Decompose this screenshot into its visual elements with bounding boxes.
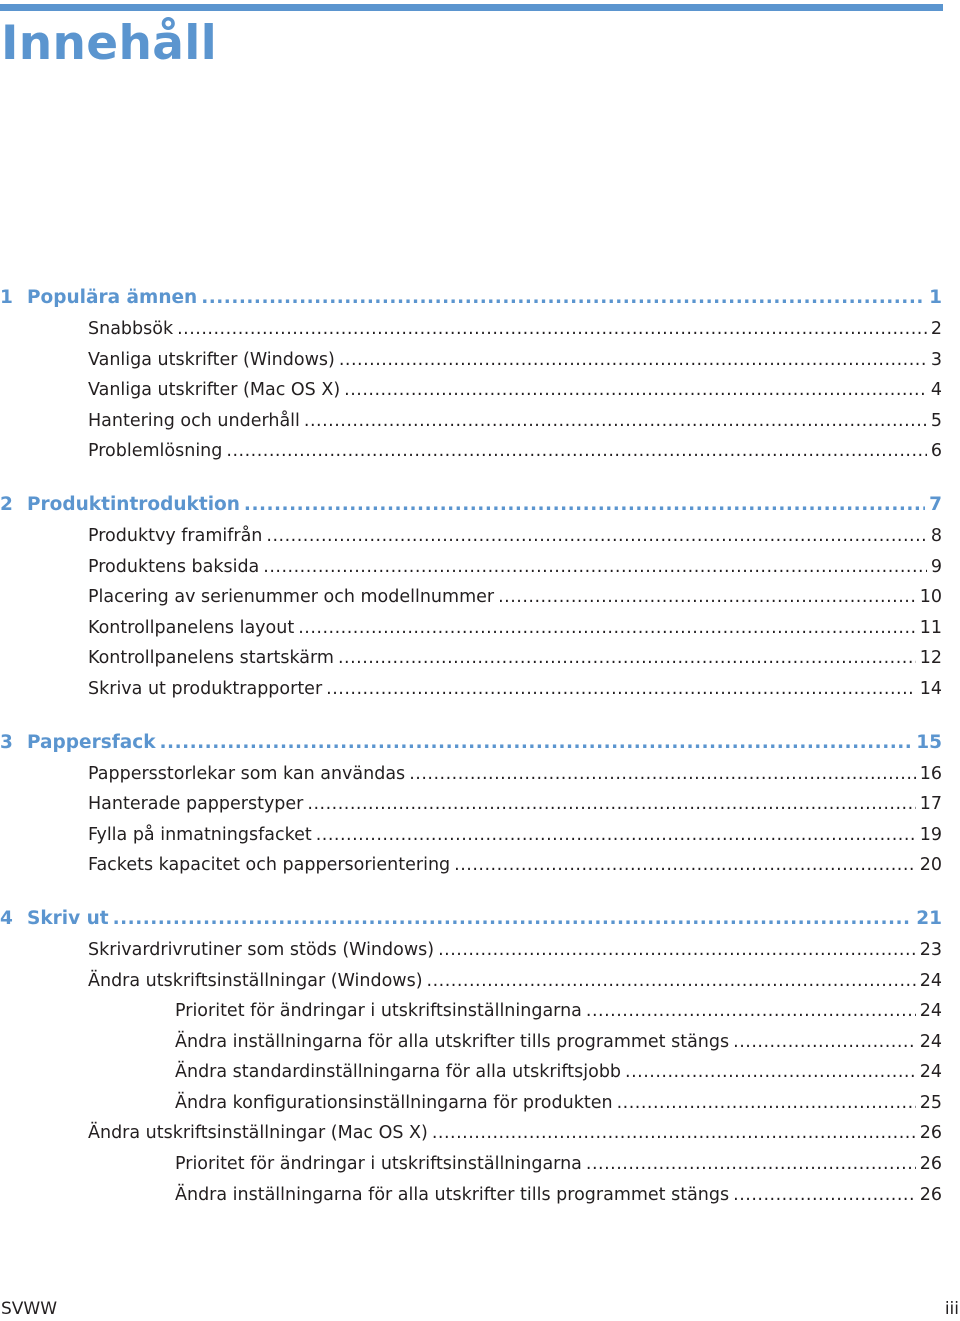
dot-leader — [113, 903, 913, 925]
entry-title: Ändra standardinställningarna för alla utskriftsjobb — [175, 1062, 622, 1083]
entry-page-number: 16 — [919, 763, 942, 784]
dot-leader — [733, 1027, 916, 1048]
entry-page-number: 23 — [919, 939, 942, 960]
dot-leader — [316, 820, 916, 841]
toc-section-entry[interactable] — [0, 1118, 942, 1149]
toc-section-entry[interactable] — [0, 345, 942, 376]
entry-title: Skrivardrivrutiner som stöds (Windows) — [88, 939, 435, 960]
dot-leader — [326, 674, 916, 695]
chapter-number: 1 — [0, 287, 13, 308]
toc-chapter-4 — [0, 903, 942, 1210]
toc-section-entry[interactable] — [0, 613, 942, 644]
dot-leader — [304, 406, 927, 427]
dot-leader — [427, 966, 916, 987]
toc-section-entry[interactable] — [0, 966, 942, 997]
entry-title: Produktvy framifrån — [88, 525, 263, 546]
toc-section-entry[interactable] — [0, 643, 942, 674]
entry-page-number: 6 — [930, 441, 942, 462]
dot-leader — [177, 314, 927, 335]
entry-title: Produktens baksida — [88, 556, 260, 577]
chapter-page-number: 1 — [929, 287, 942, 308]
toc-chapter-heading[interactable] — [0, 489, 942, 521]
entry-page-number: 3 — [930, 349, 942, 370]
dot-leader — [339, 345, 927, 366]
dot-leader — [201, 282, 925, 304]
footer-left-label: SVWW — [1, 1299, 58, 1319]
entry-page-number: 9 — [930, 556, 942, 577]
entry-title: Ändra utskriftsinställningar (Windows) — [88, 970, 423, 991]
toc-chapter-1 — [0, 282, 942, 467]
toc-subsection-entry[interactable] — [0, 1027, 942, 1058]
dot-leader — [498, 582, 916, 603]
dot-leader — [344, 375, 927, 396]
toc-subsection-entry[interactable] — [0, 1149, 942, 1180]
chapter-title: Pappersfack — [27, 731, 156, 753]
top-rule — [0, 4, 943, 11]
toc-section-entry[interactable] — [0, 789, 942, 820]
chapter-number: 2 — [0, 493, 13, 515]
chapter-number: 3 — [0, 731, 13, 753]
entry-title: Ändra inställningarna för alla utskrifter tills programmet stängs — [175, 1184, 730, 1205]
entry-page-number: 8 — [930, 525, 942, 546]
entry-title: Kontrollpanelens startskärm — [88, 648, 334, 669]
dot-leader — [263, 552, 927, 573]
entry-title: Vanliga utskrifter (Mac OS X) — [88, 380, 341, 401]
entry-title: Hantering och underhåll — [88, 410, 300, 431]
chapter-title: Skriv ut — [27, 907, 109, 929]
entry-page-number: 24 — [919, 970, 942, 991]
toc-section-entry[interactable] — [0, 820, 942, 851]
entry-page-number: 12 — [919, 648, 942, 669]
dot-leader — [226, 436, 926, 457]
dot-leader — [454, 850, 916, 871]
dot-leader — [409, 759, 916, 780]
entry-page-number: 2 — [930, 319, 942, 339]
chapter-title: Produktintroduktion — [27, 493, 240, 515]
entry-title: Prioritet för ändringar i utskriftsinställningarna — [175, 1001, 582, 1022]
chapter-number: 4 — [0, 907, 13, 929]
table-of-contents — [0, 282, 942, 1232]
entry-page-number: 24 — [919, 1062, 942, 1083]
entry-title: Fylla på inmatningsfacket — [88, 824, 312, 845]
toc-subsection-entry[interactable] — [0, 996, 942, 1027]
entry-page-number: 4 — [930, 380, 942, 401]
entry-title: Problemlösning — [88, 441, 223, 462]
entry-page-number: 19 — [919, 824, 942, 845]
entry-page-number: 24 — [919, 1031, 942, 1052]
footer-page-number: iii — [944, 1299, 959, 1319]
dot-leader — [586, 1149, 916, 1170]
toc-subsection-entry[interactable] — [0, 1088, 942, 1119]
entry-title: Kontrollpanelens layout — [88, 617, 295, 638]
entry-page-number: 5 — [930, 410, 942, 431]
toc-section-entry[interactable] — [0, 314, 942, 345]
dot-leader — [438, 935, 916, 956]
entry-page-number: 26 — [919, 1154, 942, 1175]
dot-leader — [733, 1180, 916, 1201]
toc-chapter-heading[interactable] — [0, 903, 942, 935]
toc-section-entry[interactable] — [0, 552, 942, 583]
entry-page-number: 11 — [919, 617, 942, 638]
entry-page-number: 14 — [919, 678, 942, 699]
toc-chapter-3 — [0, 727, 942, 881]
toc-chapter-heading[interactable] — [0, 727, 942, 759]
toc-chapter-2 — [0, 489, 942, 705]
entry-title: Ändra inställningarna för alla utskrifter tills programmet stängs — [175, 1031, 730, 1052]
dot-leader — [432, 1118, 916, 1139]
dot-leader — [338, 643, 916, 664]
dot-leader — [160, 727, 913, 749]
dot-leader — [244, 489, 925, 511]
entry-title: Snabbsök — [88, 319, 174, 339]
toc-section-entry[interactable] — [0, 375, 942, 406]
chapter-title: Populära ämnen — [27, 287, 198, 308]
entry-title: Fackets kapacitet och pappersorientering — [88, 855, 451, 876]
dot-leader — [266, 521, 926, 542]
toc-subsection-entry[interactable] — [0, 1057, 942, 1088]
toc-chapter-heading[interactable] — [0, 282, 942, 314]
entry-title: Hanterade papperstyper — [88, 794, 304, 815]
dot-leader — [298, 613, 916, 634]
page-title: Innehåll — [1, 16, 218, 71]
entry-title: Skriva ut produktrapporter — [88, 678, 323, 699]
entry-title: Prioritet för ändringar i utskriftsinställningarna — [175, 1154, 582, 1175]
entry-title: Ändra utskriftsinställningar (Mac OS X) — [88, 1123, 428, 1144]
dot-leader — [617, 1088, 916, 1109]
entry-page-number: 24 — [919, 1001, 942, 1022]
entry-page-number: 10 — [919, 587, 942, 608]
toc-section-entry[interactable] — [0, 850, 942, 881]
dot-leader — [625, 1057, 916, 1078]
toc-section-entry[interactable] — [0, 759, 942, 790]
toc-section-entry[interactable] — [0, 436, 942, 467]
toc-section-entry[interactable] — [0, 406, 942, 437]
dot-leader — [586, 996, 916, 1017]
chapter-page-number: 7 — [929, 493, 942, 515]
toc-subsection-entry[interactable] — [0, 1180, 942, 1211]
entry-title: Vanliga utskrifter (Windows) — [88, 349, 335, 370]
entry-title: Pappersstorlekar som kan användas — [88, 763, 406, 784]
toc-section-entry[interactable] — [0, 582, 942, 613]
entry-page-number: 25 — [919, 1092, 942, 1113]
chapter-page-number: 21 — [916, 907, 942, 929]
entry-page-number: 20 — [919, 855, 942, 876]
entry-title: Placering av serienummer och modellnummer — [88, 587, 495, 608]
entry-page-number: 26 — [919, 1123, 942, 1144]
toc-section-entry[interactable] — [0, 521, 942, 552]
entry-title: Ändra konfigurationsinställningarna för produkten — [175, 1092, 613, 1113]
toc-section-entry[interactable] — [0, 935, 942, 966]
toc-section-entry[interactable] — [0, 674, 942, 705]
entry-page-number: 26 — [919, 1184, 942, 1205]
dot-leader — [307, 789, 915, 810]
chapter-page-number: 15 — [916, 731, 942, 753]
entry-page-number: 17 — [919, 794, 942, 815]
